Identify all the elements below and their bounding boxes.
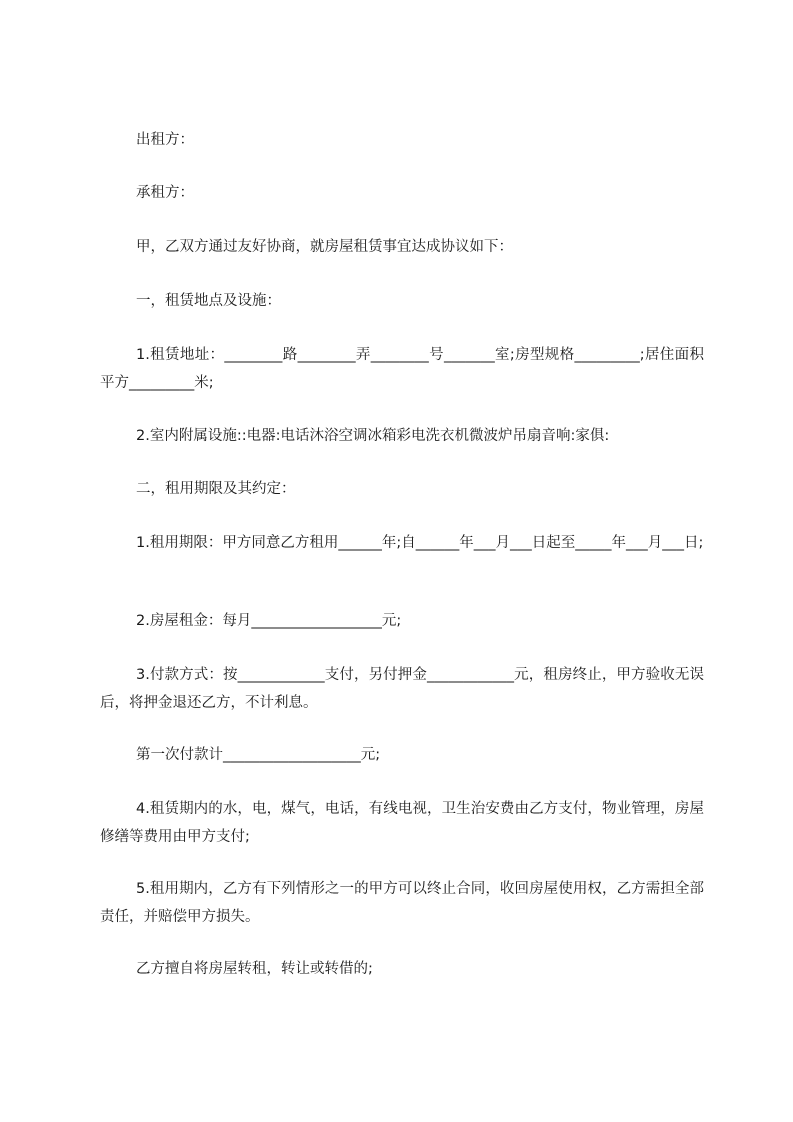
section-2-heading: 二，租用期限及其约定：	[136, 481, 296, 497]
clause-2-5-termination: 5.租用期内，乙方有下列情形之一的甲方可以终止合同，收回房屋使用权，乙方需担全部责任，并赔偿甲方损失。	[100, 881, 704, 925]
clause-2-4-utilities: 4.租赁期内的水，电，煤气，电话，有线电视，卫生治安费由乙方支付，物业管理，房屋修缮等费用由甲方支付;	[100, 801, 704, 845]
lessor-line: 出租方：	[136, 132, 194, 148]
clause-2-3-payment: 3.付款方式：按____________支付，另付押金____________元，租房终止，甲方验收无误后，将押金退还乙方，不计利息。	[100, 667, 704, 711]
clause-2-1-term: 1.租用期限：甲方同意乙方租用______年;自______年___月___日起至_____年___月___日;	[136, 535, 704, 551]
section-1-heading: 一，租赁地点及设施：	[136, 293, 281, 309]
intro-paragraph: 甲，乙双方通过友好协商，就房屋租赁事宜达成协议如下：	[136, 239, 513, 255]
clause-1-2-facilities: 2.室内附属设施::电器:电话沐浴空调冰箱彩电洗衣机微波炉吊扇音响:家俱:	[136, 428, 610, 444]
first-payment-line: 第一次付款计___________________元;	[136, 747, 381, 763]
clause-1-1-address: 1.租赁地址：________路________弄________号_______室;房型规格_________;居住面积平方_________米;	[100, 347, 704, 391]
sublet-condition-line: 乙方擅自将房屋转租，转让或转借的;	[136, 961, 373, 977]
lessee-line: 承租方：	[136, 185, 194, 201]
clause-2-2-rent: 2.房屋租金：每月__________________元;	[136, 613, 402, 629]
